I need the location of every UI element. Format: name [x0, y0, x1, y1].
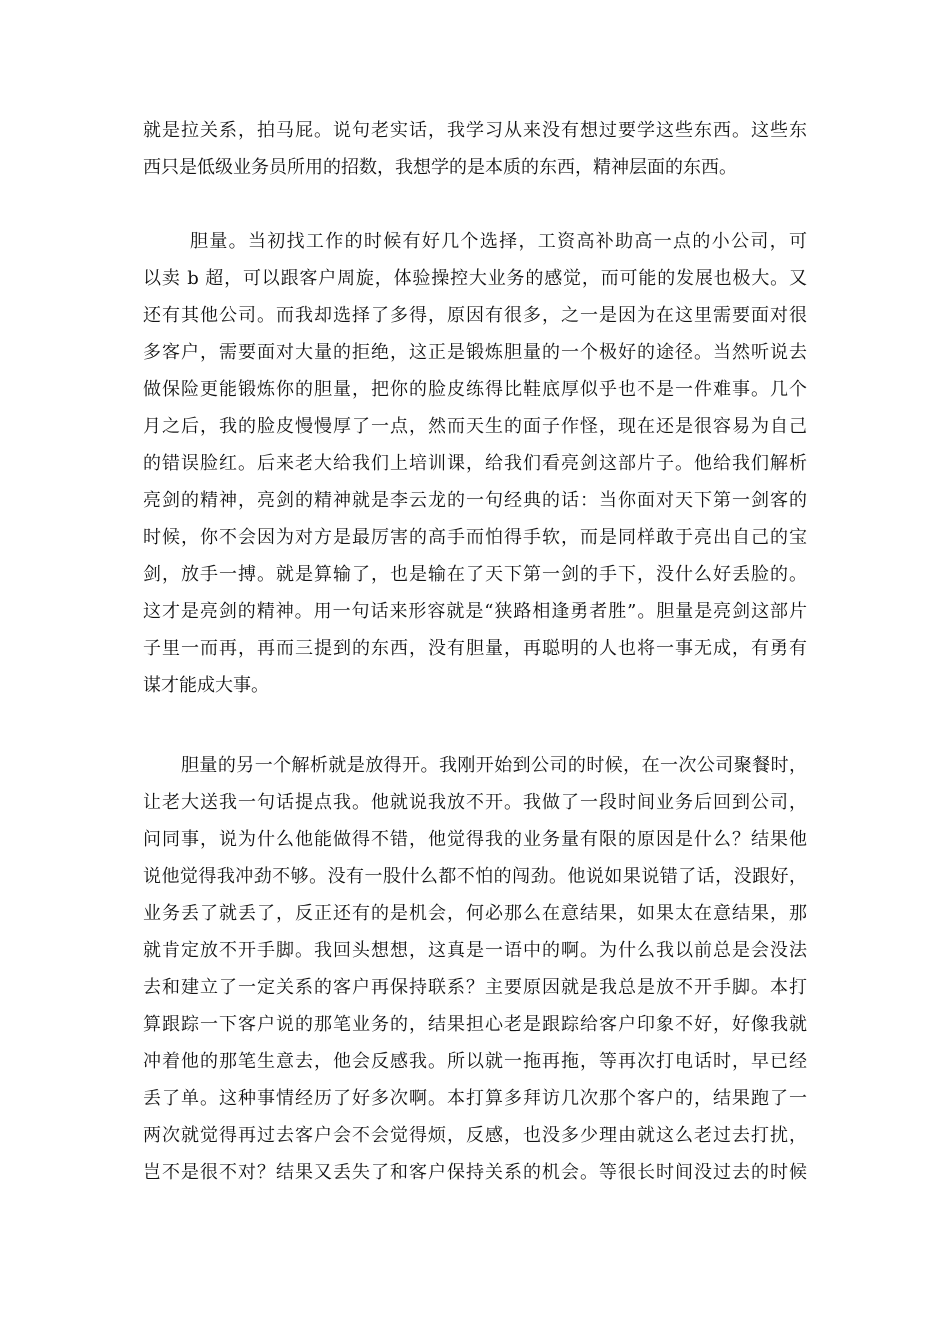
- text-line: 问同事，说为什么他能做得不错，他觉得我的业务量有限的原因是什么？结果他: [143, 829, 807, 850]
- text-line: 业务丢了就丢了，反正还有的是机会，何必那么在意结果，如果太在意结果，那: [143, 903, 807, 924]
- text-line: 算跟踪一下客户说的那笔业务的，结果担心老是跟踪给客户印象不好，好像我就: [143, 1014, 807, 1035]
- text-line: 做保险更能锻炼你的胆量，把你的脸皮练得比鞋底厚似乎也不是一件难事。几个: [143, 379, 807, 400]
- text-line: 多客户，需要面对大量的拒绝，这正是锻炼胆量的一个极好的途径。当然听说去: [143, 342, 807, 363]
- paragraph-courage: [143, 223, 807, 704]
- text-line: 子里一而再，再而三提到的东西，没有胆量，再聪明的人也将一事无成，有勇有: [143, 638, 807, 659]
- text-line: 剑，放手一搏。就是算输了，也是输在了天下第一剑的手下，没什么好丢脸的。: [143, 564, 807, 585]
- text-line: 西只是低级业务员所用的招数，我想学的是本质的东西，精神层面的东西。: [143, 157, 737, 178]
- text-line: 去和建立了一定关系的客户再保持联系？主要原因就是我总是放不开手脚。本打: [143, 977, 807, 998]
- text-line: 还有其他公司。而我却选择了多得，原因有很多，之一是因为在这里需要面对很: [143, 305, 807, 326]
- text-line: 丢了单。这种事情经历了好多次啊。本打算多拜访几次那个客户的，结果跑了一: [143, 1088, 807, 1109]
- text-line: 就是拉关系，拍马屁。说句老实话，我学习从来没有想过要学这些东西。这些东: [143, 120, 807, 141]
- paragraph-continuation: [143, 112, 807, 186]
- text-line: 两次就觉得再过去客户会不会觉得烦，反感，也没多少理由就这么老过去打扰，: [143, 1125, 807, 1146]
- text-line: 谋才能成大事。: [143, 675, 269, 696]
- text-line: 以卖 b 超，可以跟客户周旋，体验操控大业务的感觉，而可能的发展也极大。又: [143, 268, 807, 289]
- text-line: 就肯定放不开手脚。我回头想想，这真是一语中的啊。为什么我以前总是会没法: [143, 940, 807, 961]
- text-line: 亮剑的精神，亮剑的精神就是李云龙的一句经典的话：当你面对天下第一剑客的: [143, 490, 807, 511]
- text-line: 月之后，我的脸皮慢慢厚了一点，然而天生的面子作怪，现在还是很容易为自己: [143, 416, 807, 437]
- text-line: 胆量。当初找工作的时候有好几个选择，工资高补助高一点的小公司，可: [190, 231, 807, 252]
- paragraph-letting-go: [143, 747, 807, 1191]
- text-line: 时候，你不会因为对方是最厉害的高手而怕得手软，而是同样敢于亮出自己的宝: [143, 527, 807, 548]
- text-line: 让老大送我一句话提点我。他就说我放不开。我做了一段时间业务后回到公司，: [143, 792, 807, 813]
- text-line: 冲着他的那笔生意去，他会反感我。所以就一拖再拖，等再次打电话时，早已经: [143, 1051, 807, 1072]
- text-line: 说他觉得我冲劲不够。没有一股什么都不怕的闯劲。他说如果说错了话，没跟好，: [143, 866, 807, 887]
- text-line: 岂不是很不对？结果又丢失了和客户保持关系的机会。等很长时间没过去的时候: [143, 1162, 807, 1183]
- text-line: 这才是亮剑的精神。用一句话来形容就是“狭路相逢勇者胜”。胆量是亮剑这部片: [143, 601, 807, 622]
- text-line: 胆量的另一个解析就是放得开。我刚开始到公司的时候，在一次公司聚餐时，: [181, 755, 807, 776]
- text-line: 的错误脸红。后来老大给我们上培训课，给我们看亮剑这部片子。他给我们解析: [143, 453, 807, 474]
